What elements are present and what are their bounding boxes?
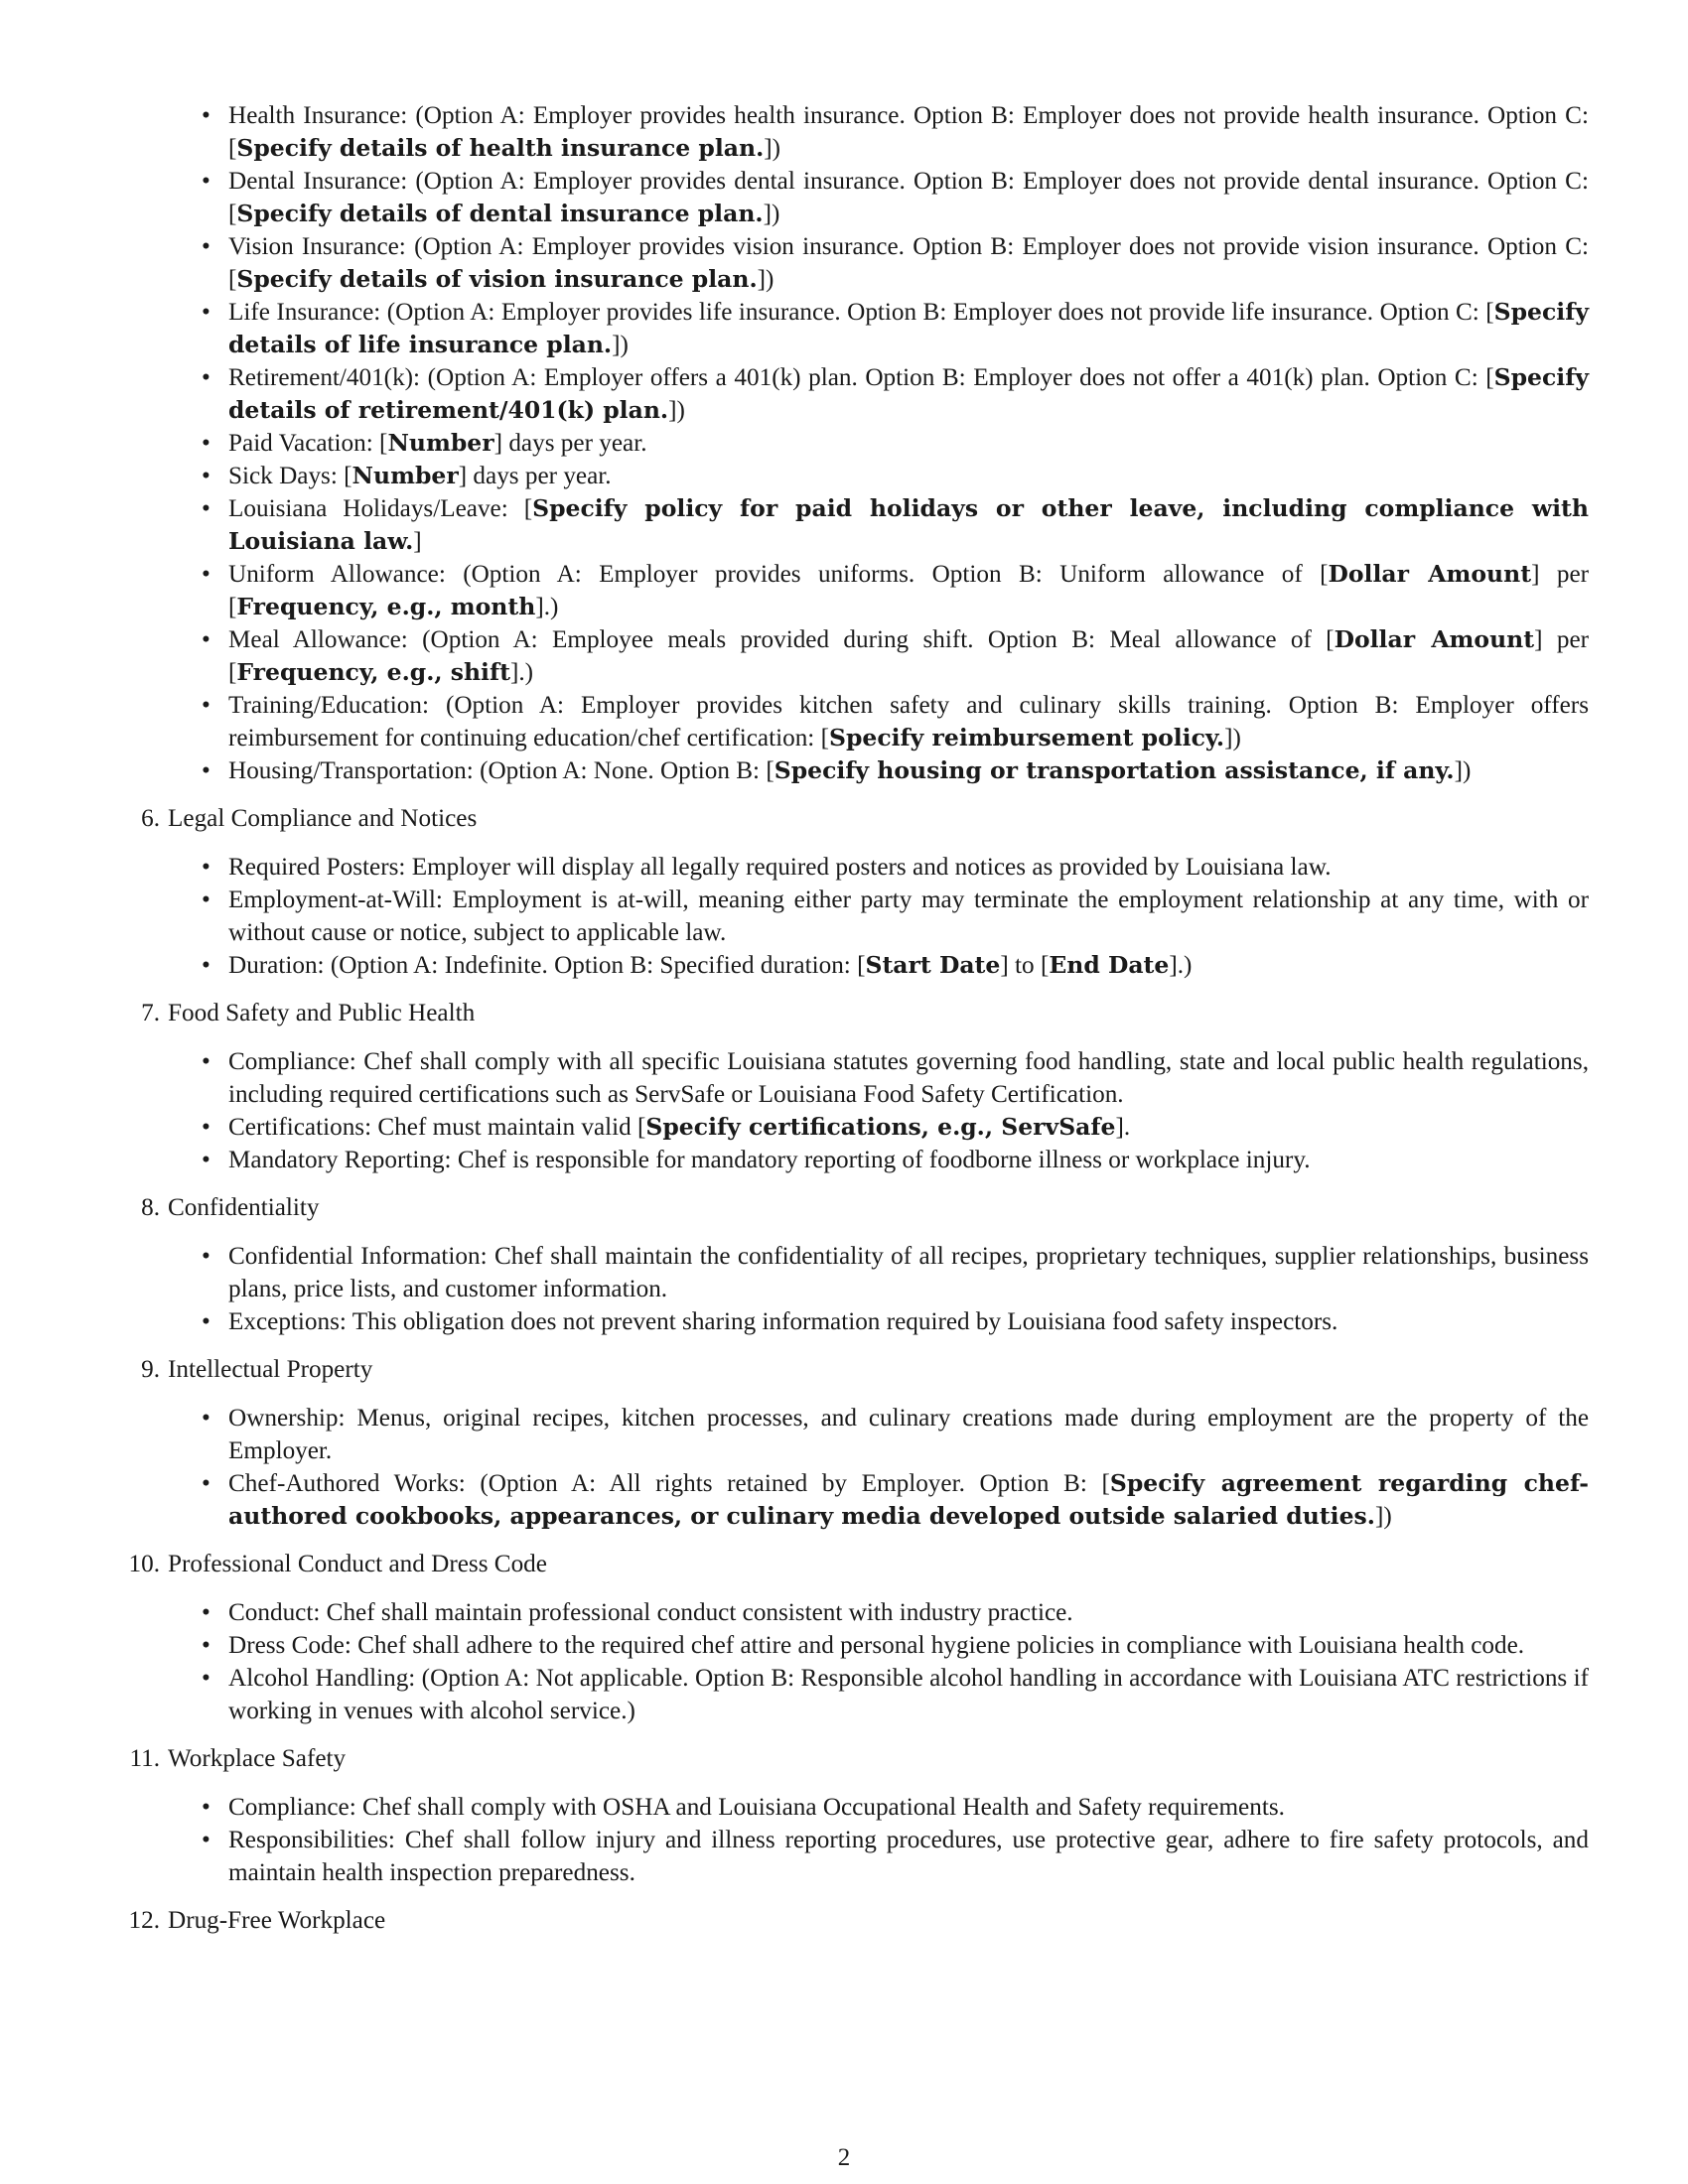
item-text: (Option A: Employer provides life insurance. Option B: Employer does not provide life insurance. Option C: [	[386, 299, 1494, 326]
item-label: Paid Vacation:	[228, 430, 373, 457]
placeholder-text: Specify housing or transportation assistance, if any.	[774, 756, 1455, 784]
placeholder-text: Dollar Amount	[1334, 625, 1535, 653]
benefits-list	[131, 99, 1589, 787]
placeholder-text: Frequency, e.g., shift	[236, 658, 510, 686]
list-item	[228, 1629, 1589, 1662]
item-label: Louisiana Holidays/Leave:	[228, 495, 508, 522]
section-title: Intellectual Property	[168, 1356, 373, 1383]
section-title: Professional Conduct and Dress Code	[168, 1551, 547, 1577]
section-heading	[131, 1742, 1589, 1775]
item-text-after: ]	[413, 528, 422, 555]
section	[131, 1742, 1589, 1889]
item-text: Exceptions: This obligation does not prevent sharing information required by Louisiana food safety inspectors.	[228, 1308, 1338, 1335]
section-number: 7.	[141, 1000, 160, 1026]
section-items	[131, 1791, 1589, 1889]
document-content	[128, 99, 1590, 1937]
item-text: [	[344, 463, 352, 489]
item-text-after: ] days per year.	[458, 463, 612, 489]
item-text-mid: ] per [	[228, 626, 1590, 686]
item-text: Chef-Authored Works: (Option A: All rights retained by Employer. Option B: [	[228, 1470, 1110, 1497]
section-heading	[131, 1191, 1589, 1224]
item-text: Compliance: Chef shall comply with OSHA and Louisiana Occupational Health and Safety requirements.	[228, 1794, 1285, 1821]
item-label: Meal Allowance:	[228, 626, 408, 653]
item-text: Alcohol Handling: (Option A: Not applicable. Option B: Responsible alcohol handling in accordance with Louisiana ATC restrictions if working in venues with alcohol service.)	[228, 1665, 1589, 1724]
item-text: Employment-at-Will: Employment is at-will, meaning either party may terminate the employment relationship at any time, with or without cause or notice, subject to applicable law.	[228, 887, 1589, 946]
section-title: Workplace Safety	[168, 1745, 347, 1772]
item-text-after: ].	[1115, 1114, 1131, 1141]
item-text: Responsibilities: Chef shall follow injury and illness reporting procedures, use protective gear, adhere to fire safety protocols, and maintain health inspection preparedness.	[228, 1827, 1589, 1886]
item-text-after: ])	[763, 201, 780, 227]
section	[128, 1904, 1589, 1937]
list-item	[228, 1596, 1589, 1629]
item-text: Required Posters: Employer will display all legally required posters and notices as provided by Louisiana law.	[228, 854, 1332, 881]
list-item	[228, 1144, 1589, 1176]
placeholder-text: Specify reimbursement policy.	[828, 724, 1225, 751]
list-item	[228, 165, 1589, 230]
list-item	[228, 296, 1589, 361]
list-item	[228, 1305, 1589, 1338]
item-text: (Option A: Employer provides uniforms. Option B: Uniform allowance of [	[463, 561, 1329, 588]
item-text: Conduct: Chef shall maintain professional conduct consistent with industry practice.	[228, 1599, 1073, 1626]
list-item	[228, 1791, 1589, 1824]
item-text-after: ].)	[509, 659, 534, 686]
placeholder-text: End Date	[1049, 951, 1170, 979]
section-heading	[128, 1904, 1589, 1937]
page-number: 2	[837, 2144, 851, 2171]
item-label: Housing/Transportation:	[228, 757, 474, 784]
item-text-after: ].)	[535, 594, 559, 620]
item-text: Ownership: Menus, original recipes, kitchen processes, and culinary creations made during employment are the property of the Employer.	[228, 1405, 1589, 1464]
list-item	[228, 1045, 1589, 1111]
list-item	[228, 851, 1589, 884]
item-text-after: ])	[1454, 757, 1472, 784]
section	[131, 1353, 1589, 1533]
item-text: Certifications: Chef must maintain valid [	[228, 1114, 646, 1141]
item-text-after: ])	[757, 266, 774, 293]
placeholder-text: Frequency, e.g., month	[236, 593, 536, 620]
item-text-mid: ] to [	[1000, 952, 1050, 979]
item-text: Compliance: Chef shall comply with all specific Louisiana statutes governing food handling, state and local public health regulations, including required certifications such as ServSafe or Louisiana Food Safety Certification.	[228, 1048, 1589, 1108]
item-text: (Option A: Employer provides dental insurance. Option B: Employer does not provide dental insurance. Option C: [	[228, 168, 1589, 227]
sections-container	[128, 802, 1589, 1937]
list-item	[228, 1111, 1589, 1144]
section-items	[131, 851, 1589, 982]
section-heading	[128, 1548, 1589, 1580]
section-number: 12.	[128, 1907, 160, 1934]
item-label: Life Insurance:	[228, 299, 381, 326]
item-text: Confidential Information: Chef shall maintain the confidentiality of all recipes, proprietary techniques, supplier relationships, business plans, price lists, and customer information.	[228, 1243, 1589, 1302]
placeholder-text: Number	[352, 462, 459, 489]
placeholder-text: Specify details of dental insurance plan.	[236, 200, 764, 227]
section-heading	[131, 802, 1589, 835]
item-text: [	[379, 430, 388, 457]
item-label: Vision Insurance:	[228, 233, 406, 260]
item-text-mid: ] per [	[228, 561, 1590, 620]
section-items	[131, 1596, 1589, 1727]
list-item	[228, 460, 1589, 492]
list-item	[228, 689, 1589, 754]
list-item	[228, 623, 1589, 689]
section	[131, 1191, 1589, 1338]
item-text: (Option A: None. Option B: [	[480, 757, 774, 784]
item-text: [	[523, 495, 533, 522]
item-text-after: ])	[1224, 725, 1241, 751]
list-item	[228, 427, 1589, 460]
section-title: Drug-Free Workplace	[168, 1907, 386, 1934]
list-item	[228, 361, 1589, 427]
placeholder-text: Specify details of life insurance plan.	[228, 298, 1589, 358]
placeholder-text: Specify details of retirement/401(k) plan.	[228, 363, 1589, 424]
list-item	[228, 949, 1589, 982]
list-item	[228, 754, 1589, 787]
section-title: Confidentiality	[168, 1194, 320, 1221]
section	[128, 1548, 1589, 1727]
item-label: Dental Insurance:	[228, 168, 408, 195]
item-text: (Option A: Employee meals provided during shift. Option B: Meal allowance of [	[422, 626, 1335, 653]
item-text: Dress Code: Chef shall adhere to the required chef attire and personal hygiene policies in compliance with Louisiana health code.	[228, 1632, 1525, 1659]
placeholder-text: Specify agreement regarding chef-authored cookbooks, appearances, or culinary media developed outside salaried duties.	[228, 1469, 1589, 1530]
placeholder-text: Specify policy for paid holidays or other leave, including compliance with Louisiana law.	[228, 494, 1589, 555]
list-item	[228, 558, 1589, 623]
list-item	[228, 230, 1589, 296]
item-label: Sick Days:	[228, 463, 338, 489]
section-items	[131, 1045, 1589, 1176]
placeholder-text: Specify certifications, e.g., ServSafe	[645, 1113, 1116, 1141]
section-number: 10.	[128, 1551, 160, 1577]
item-label: Uniform Allowance:	[228, 561, 446, 588]
list-item	[228, 99, 1589, 165]
placeholder-text: Number	[387, 429, 494, 457]
section-items	[131, 1402, 1589, 1533]
item-label: Retirement/401(k):	[228, 364, 421, 391]
item-text-after: ])	[668, 397, 685, 424]
item-text-after: ].)	[1169, 952, 1193, 979]
section-items	[131, 1240, 1589, 1338]
item-text-after: ])	[1374, 1503, 1392, 1530]
section-title: Food Safety and Public Health	[168, 1000, 476, 1026]
list-item	[228, 1824, 1589, 1889]
item-text-after: ])	[612, 332, 629, 358]
placeholder-text: Dollar Amount	[1328, 560, 1532, 588]
list-item	[228, 884, 1589, 949]
list-item	[228, 1240, 1589, 1305]
section-number: 8.	[141, 1194, 160, 1221]
placeholder-text: Specify details of health insurance plan.	[236, 134, 765, 162]
item-text: (Option A: Employer offers a 401(k) plan. Option B: Employer does not offer a 401(k) plan. Option C: [	[427, 364, 1494, 391]
item-text-after: ])	[764, 135, 781, 162]
item-text: (Option A: Employer provides health insurance. Option B: Employer does not provide health insurance. Option C: [	[228, 102, 1589, 162]
section-title: Legal Compliance and Notices	[168, 805, 478, 832]
section-number: 9.	[141, 1356, 160, 1383]
list-item	[228, 1662, 1589, 1727]
list-item	[228, 492, 1589, 558]
section-heading	[131, 1353, 1589, 1386]
list-item	[228, 1402, 1589, 1467]
item-text: (Option A: Employer provides vision insurance. Option B: Employer does not provide vision insurance. Option C: [	[228, 233, 1589, 293]
item-text: (Option A: Employer provides kitchen safety and culinary skills training. Option B: Employer offers reimbursement for continuing education/chef certification: [	[228, 692, 1589, 751]
item-text: Mandatory Reporting: Chef is responsible for mandatory reporting of foodborne illness or workplace injury.	[228, 1147, 1311, 1173]
placeholder-text: Specify details of vision insurance plan.	[236, 265, 758, 293]
section	[131, 802, 1589, 982]
section-number: 11.	[129, 1745, 160, 1772]
item-label: Health Insurance:	[228, 102, 408, 129]
placeholder-text: Start Date	[865, 951, 1001, 979]
section-number: 6.	[141, 805, 160, 832]
list-item	[228, 1467, 1589, 1533]
item-label: Training/Education:	[228, 692, 429, 719]
section	[131, 997, 1589, 1176]
item-text-after: ] days per year.	[493, 430, 647, 457]
section-heading	[131, 997, 1589, 1029]
item-text: Duration: (Option A: Indefinite. Option B: Specified duration: [	[228, 952, 866, 979]
